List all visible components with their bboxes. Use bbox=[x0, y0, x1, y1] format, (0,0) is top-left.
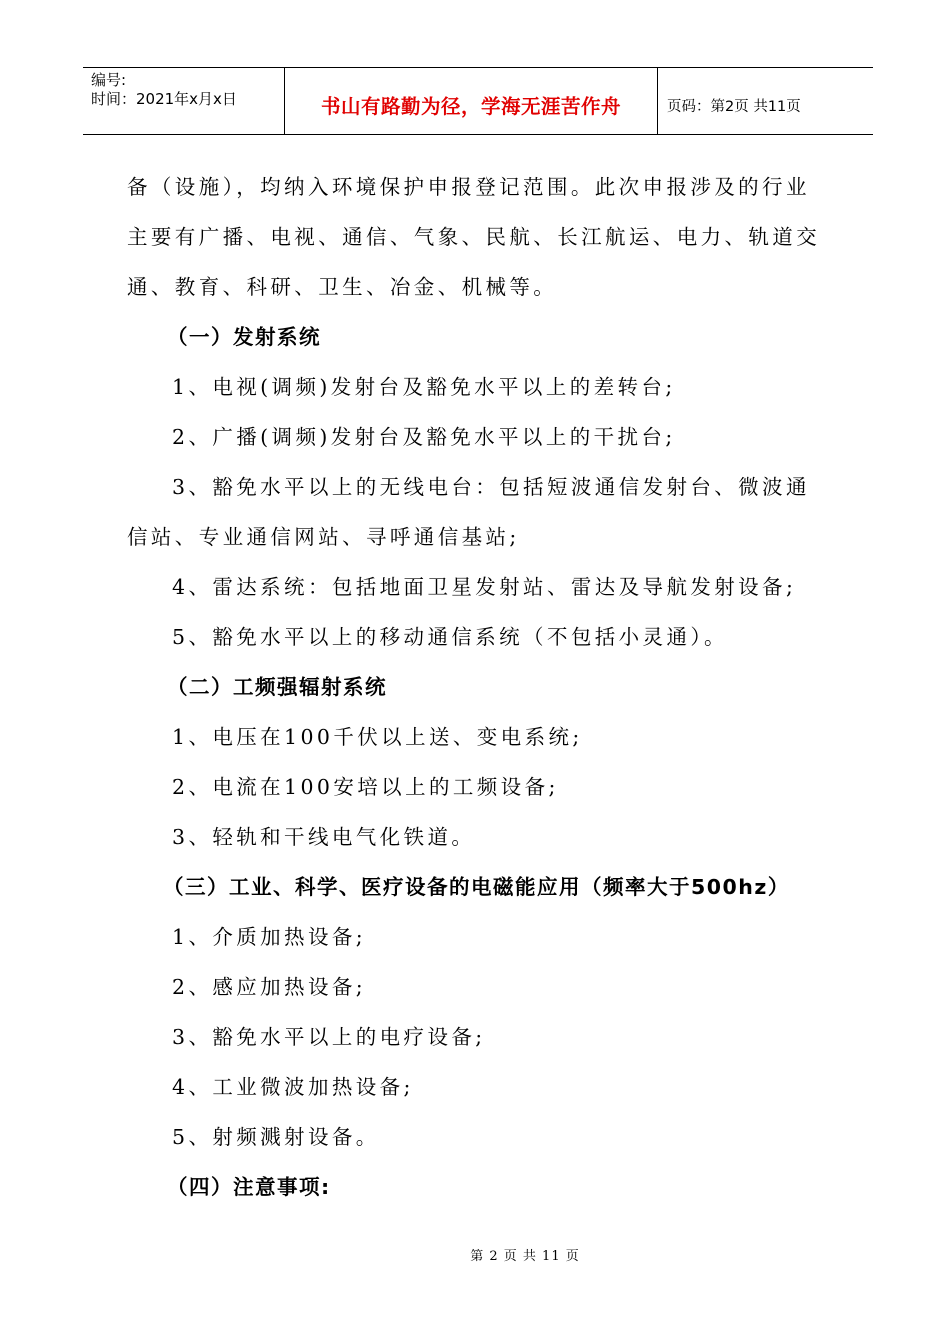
list-item: 3、豁免水平以上的电疗设备; bbox=[172, 1025, 486, 1049]
section-heading-1: （一）发射系统 bbox=[167, 325, 321, 349]
list-item: 1、电压在100千伏以上送、变电系统; bbox=[172, 725, 583, 749]
header-page-label: 页码：第2页 共11页 bbox=[667, 98, 801, 115]
list-item: 4、雷达系统：包括地面卫星发射站、雷达及导航发射设备; bbox=[172, 575, 797, 599]
header-motto: 书山有路勤为径，学海无涯苦作舟 bbox=[320, 95, 621, 118]
section-heading-4: （四）注意事项: bbox=[167, 1175, 331, 1199]
body-line: 主要有广播、电视、通信、气象、民航、长江航运、电力、轨道交 bbox=[127, 225, 821, 249]
footer-page-number: 第 2 页 共 11 页 bbox=[470, 1249, 580, 1264]
list-item: 1、电视(调频)发射台及豁免水平以上的差转台; bbox=[172, 375, 676, 399]
body-line: 通、教育、科研、卫生、冶金、机械等。 bbox=[127, 275, 558, 299]
section-heading-3: （三）工业、科学、医疗设备的电磁能应用（频率大于500hz） bbox=[163, 875, 790, 899]
page-footer bbox=[0, 1245, 950, 1264]
header-motto-cell bbox=[285, 68, 658, 134]
document-body bbox=[127, 162, 847, 1212]
list-item: 3、豁免水平以上的无线电台：包括短波通信发射台、微波通 bbox=[172, 475, 810, 499]
document-number-label: 编号: bbox=[91, 71, 127, 89]
section-heading-2: （二）工频强辐射系统 bbox=[167, 675, 387, 699]
header-page-cell bbox=[658, 68, 873, 134]
document-time-label: 时间：2021年x月x日 bbox=[91, 90, 237, 108]
list-item-continuation: 信站、专业通信网站、寻呼通信基站; bbox=[127, 525, 520, 549]
list-item: 4、工业微波加热设备; bbox=[172, 1075, 414, 1099]
page-header bbox=[83, 67, 873, 135]
list-item: 5、射频溅射设备。 bbox=[172, 1125, 380, 1149]
list-item: 5、豁免水平以上的移动通信系统（不包括小灵通）。 bbox=[172, 625, 728, 649]
list-item: 2、感应加热设备; bbox=[172, 975, 367, 999]
header-meta bbox=[83, 68, 285, 134]
list-item: 1、介质加热设备; bbox=[172, 925, 367, 949]
list-item: 2、广播(调频)发射台及豁免水平以上的干扰台; bbox=[172, 425, 676, 449]
list-item: 3、轻轨和干线电气化铁道。 bbox=[172, 825, 476, 849]
list-item: 2、电流在100安培以上的工频设备; bbox=[172, 775, 559, 799]
body-line: 备（设施），均纳入环境保护申报登记范围。此次申报涉及的行业 bbox=[127, 175, 810, 199]
